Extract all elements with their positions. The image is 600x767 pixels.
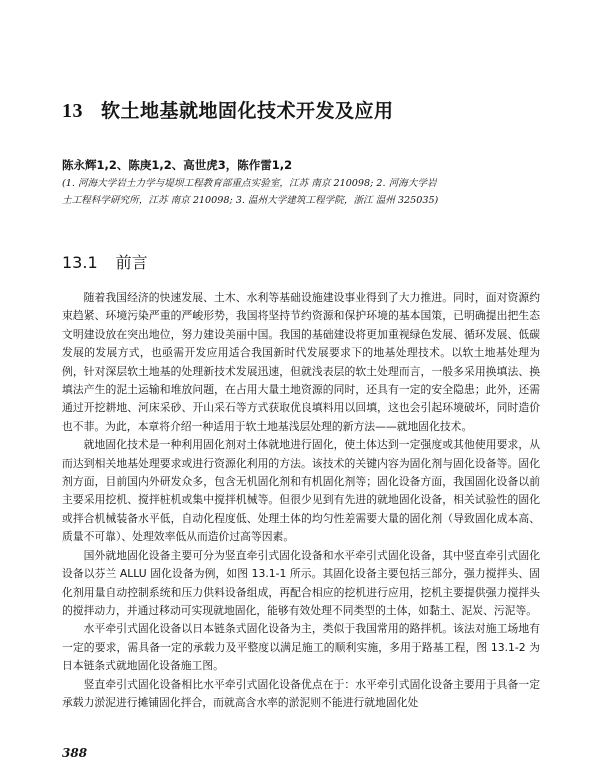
paragraph: 水平牵引式固化设备以日本链条式固化设备为主，类似于我国常用的路拌机。该法对施工场地有一定的要求，需具备一定的承载力及平整度以满足施工的顺利实施，多用于路基工程，图 13.1-2 为日本链条式就地固化设备施工图。 [62, 622, 540, 673]
section-title: 前言 [115, 253, 148, 272]
author-list: 陈永辉1,2、陈庚1,2、高世虎3，陈作雷1,2 [62, 158, 293, 172]
chapter-title [62, 96, 394, 123]
paragraph: 就地固化技术是一种利用固化剂对土体就地进行固化，使土体达到一定强度或其他使用要求，从而达到相关地基处理要求或进行资源化利用的方法。该技术的关键内容为固化剂与固化设备等。固化剂方面，目前国内外研发众多，包含无机固化剂和有机固化剂等；固化设备方面，我国固化设备以前主要采用挖机、搅拌桩机或集中搅拌机械等。但很少见到有先进的就地固化设备，相关试验性的固化或拌合机械装备水平低，自动化程度低、处理土体的均匀性差需要大量的固化剂（导致固化成本高、质量不可靠）、处理效率低从而造价过高等因素。 [62, 438, 540, 544]
affiliation-line-2: 土工程科学研究所，江苏 南京 210098; 3. 温州大学建筑工程学院，浙江 温州 325035) [62, 195, 439, 206]
paragraph: 竖直牵引式固化设备相比水平牵引式固化设备优点在于：水平牵引式固化设备主要用于具备一定承载力淤泥进行摊铺固化拌合，而就高含水率的淤泥则不能进行就地固化处 [62, 677, 540, 709]
section-number: 13.1 [62, 253, 98, 272]
chapter-title-text: 软土地基就地固化技术开发及应用 [101, 100, 394, 122]
body-text [62, 289, 540, 712]
paragraph: 国外就地固化设备主要可分为竖直牵引式固化设备和水平牵引式固化设备，其中竖直牵引式固化设备以芬兰 ALLU 固化设备为例，如图 13.1-1 所示。其固化设备主要包括三部分，强力搅拌头、固化剂用量自动控制系统和压力供料设备组成，再配合相应的挖机进行应用，挖机主要提供强力搅拌头的搅拌动力，并通过移动可实现就地固化，能够有效处理不同类型的土体，如黏土、泥炭、污泥等。 [62, 548, 540, 617]
section-heading [62, 250, 148, 273]
paragraph: 随着我国经济的快速发展、土木、水利等基础设施建设事业得到了大力推进。同时，面对资源约束趋紧、环境污染严重的严峻形势，我国将坚持节约资源和保护环境的基本国策，已明确提出把生态文明建设放在突出地位，努力建设美丽中国。我国的基础建设将更加重视绿色发展、循环发展、低碳发展的发展方式，也亟需开发应用适合我国新时代发展要求下的地基处理技术。以软土地基处理为例，针对深层软土地基的处理新技术发展迅速，但就浅表层的软土处理而言，一般多采用换填法、换填法产生的泥土运输和堆放问题，在占用大量土地资源的同时，还具有一定的安全隐患；此外，还需通过开挖耕地、河床采砂、开山采石等方式获取优良填料用以回填，这也会引起环境破坏，同时造价也不菲。为此，本章将介绍一种适用于软土地基浅层处理的新方法——就地固化技术。 [62, 291, 540, 433]
chapter-number: 13 [62, 100, 83, 122]
page-number: 388 [62, 746, 88, 760]
affiliation-line-1: (1. 河海大学岩土力学与堤坝工程教育部重点实验室，江苏 南京 210098; 2. 河海大学岩 [62, 178, 437, 189]
